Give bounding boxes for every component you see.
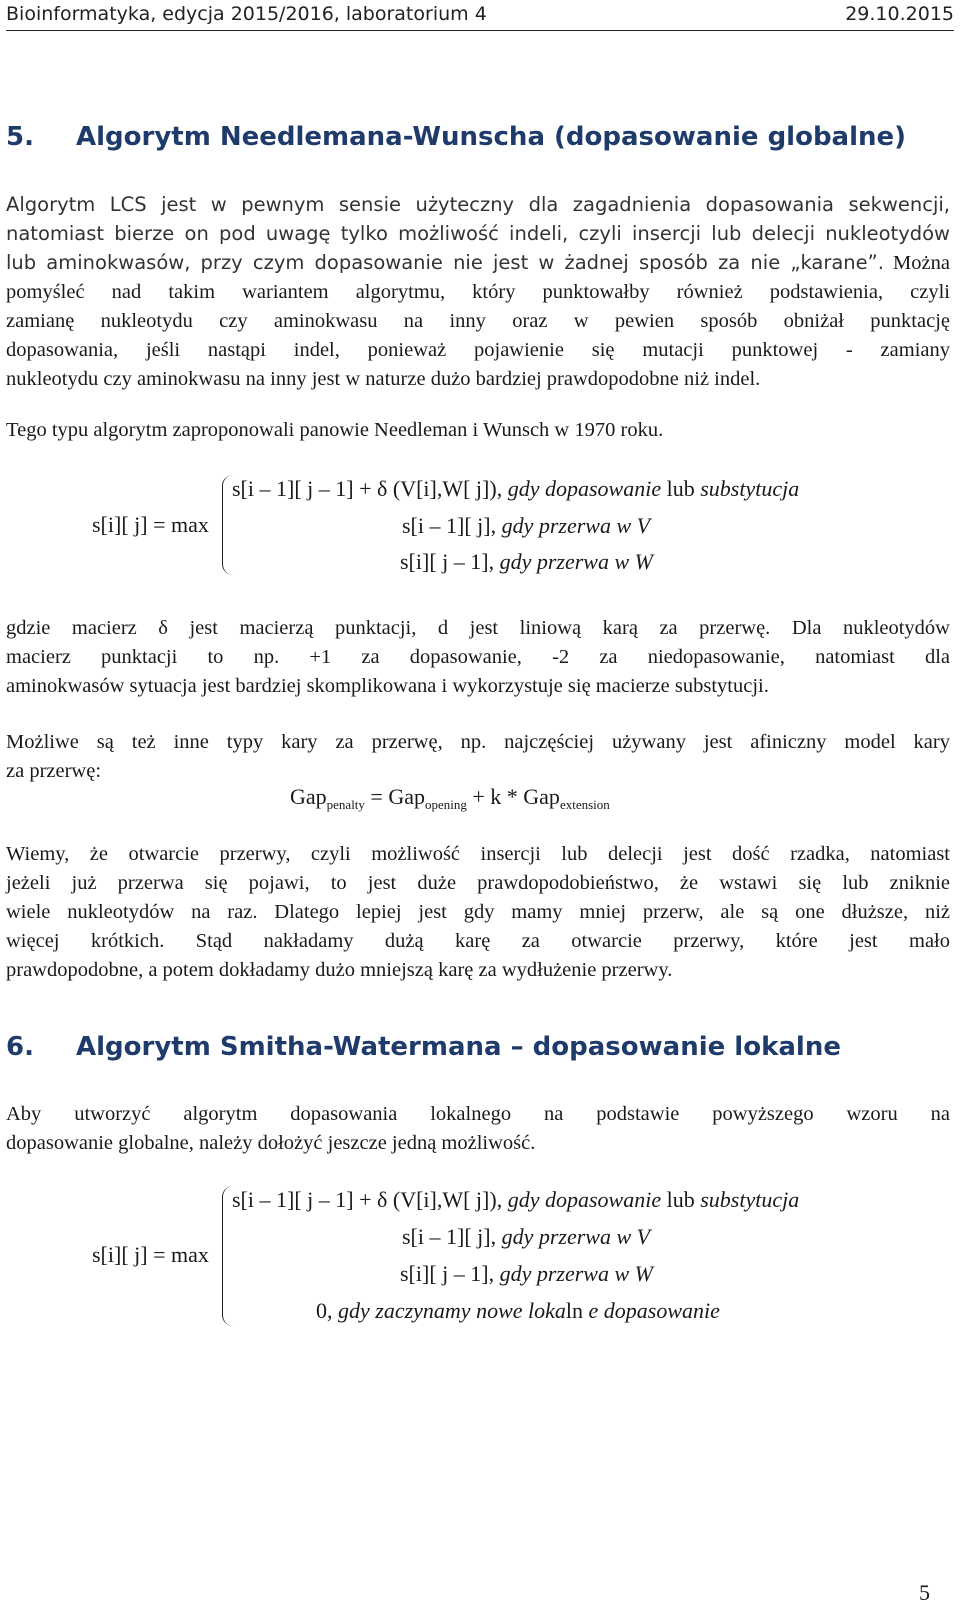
- gap-penalty-formula: [290, 784, 610, 813]
- formula2-row2-math: s[i – 1][ j],: [402, 1224, 497, 1249]
- formula1-row3-text: gdy przerwa w W: [494, 549, 653, 574]
- formula1-row1-text: gdy dopasowanie: [502, 476, 667, 501]
- formula2-row1: [232, 1187, 799, 1213]
- section-6-title: Algorytm Smitha-Watermana – dopasowanie lokalne: [76, 1032, 841, 1062]
- section-6-number: 6.: [6, 1032, 34, 1062]
- page-number: 5: [919, 1580, 930, 1605]
- gap-penalty-sub: penalty: [326, 797, 365, 812]
- gap-opening-sub: opening: [424, 797, 467, 812]
- section-6-heading: [6, 1032, 841, 1062]
- section-5-number: 5.: [6, 122, 34, 152]
- formula1-row3-math: s[i][ j – 1],: [400, 549, 495, 574]
- paragraph-scoring-matrix: [6, 614, 950, 701]
- para1-line2: natomiast bierze on pod uwagę tylko możliwość indeli, czyli insercji lub delecji nukleotydów: [6, 222, 950, 245]
- gap-extension-sub: extension: [559, 797, 610, 812]
- formula1-row2-text: gdy przerwa w V: [496, 513, 651, 538]
- formula2-row4-end: e dopasowanie: [583, 1298, 720, 1323]
- gap-plus-term: + k * Gap: [466, 784, 560, 809]
- para3-line1: gdzie macierz δ jest macierzą punktacji, d jest liniową karą za przerwę. Dla nukleotydów: [6, 617, 950, 639]
- para2-text: Tego typu algorytm zaproponowali panowie Needleman i Wunsch w 1970 roku.: [6, 419, 664, 441]
- formula2-row4-text: gdy zaczynamy nowe loka: [332, 1298, 566, 1323]
- paragraph-needleman-wunsch: [6, 416, 950, 445]
- formula1-lhs: s[i][ j] = max: [92, 512, 209, 537]
- para4-line1: Możliwe są też inne typy kary za przerwę, np. najczęściej używany jest afiniczny model kary: [6, 731, 950, 753]
- para1-line4: pomyśleć nad takim wariantem algorytmu, który punktowałby również podstawienia, czyli: [6, 281, 950, 303]
- paragraph-affine-gap: [6, 840, 950, 985]
- para1-line6: dopasowania, jeśli nastąpi indel, ponieważ pojawienie się mutacji punktowej - zamiany: [6, 339, 950, 361]
- paragraph-gap-models: [6, 728, 950, 786]
- para5-line3: wiele nukleotydów na raz. Dlatego lepiej jest gdy mamy mniej przerw, ale są one dłuższe, niż: [6, 901, 950, 923]
- paragraph-intro: [6, 190, 950, 394]
- section-5-heading: [6, 122, 906, 152]
- formula1-row3: [400, 549, 653, 575]
- header-date: 29.10.2015: [845, 3, 954, 25]
- formula2-row3: [400, 1261, 653, 1287]
- formula1-row1-end: substytucja: [694, 476, 800, 501]
- formula2-row3-math: s[i][ j – 1],: [400, 1261, 495, 1286]
- formula2-row1-lub: lub: [666, 1187, 695, 1212]
- para1-line3-sans: lub aminokwasów, przy czym dopasowanie nie jest w żadnej sposób za nie „karane”.: [6, 251, 884, 274]
- para1-line1: Algorytm LCS jest w pewnym sensie użyteczny dla zagadnienia dopasowania sekwencji,: [6, 193, 950, 216]
- gap-equals-term: = Gap: [364, 784, 425, 809]
- para6-line1: Aby utworzyć algorytm dopasowania lokalnego na podstawie powyższego wzoru na: [6, 1103, 950, 1125]
- para5-line2: jeżeli już przerwa się pojawi, to jest duże prawdopodobieństwo, że wstawi się lub zniknie: [6, 872, 950, 894]
- para1-line3-serif: Można: [883, 252, 950, 274]
- para5-line5: prawdopodobne, a potem dokładamy dużo mniejszą karę za wydłużenie przerwy.: [6, 959, 673, 981]
- para1-line3: [6, 248, 950, 278]
- formula1-row1: [232, 476, 799, 502]
- para5-line4: więcej krótkich. Stąd nakładamy dużą karę za otwarcie przerwy, które jest mało: [6, 930, 950, 952]
- formula2-row2-text: gdy przerwa w V: [496, 1224, 651, 1249]
- formula1-row1-lub: lub: [666, 476, 695, 501]
- formula2-row4: [316, 1298, 720, 1324]
- formula2-row2: [402, 1224, 650, 1250]
- formula2-row4-math: 0,: [316, 1298, 333, 1323]
- formula2-row3-text: gdy przerwa w W: [494, 1261, 653, 1286]
- gap-term: Gap: [290, 784, 327, 809]
- formula2-row1-text: gdy dopasowanie: [502, 1187, 667, 1212]
- formula2-lhs: s[i][ j] = max: [92, 1242, 209, 1267]
- formula1-row1-math: s[i – 1][ j – 1] + δ (V[i],W[ j]),: [232, 476, 503, 501]
- formula1-row2: [402, 513, 650, 539]
- para3-line3: aminokwasów sytuacja jest bardziej skomplikowana i wykorzystuje się macierze substytucji.: [6, 675, 769, 697]
- para4-line2: za przerwę:: [6, 760, 102, 782]
- para6-line2: dopasowanie globalne, należy dołożyć jeszcze jedną możliwość.: [6, 1132, 536, 1154]
- para3-line2: macierz punktacji to np. +1 za dopasowanie, -2 za niedopasowanie, natomiast dla: [6, 646, 950, 668]
- formula2-row4-ln: ln: [565, 1298, 584, 1323]
- para1-line5: zamianę nukleotydu czy aminokwasu na inny oraz w pewien sposób obniżał punktację: [6, 310, 950, 332]
- formula2-row1-end: substytucja: [694, 1187, 800, 1212]
- running-header: [6, 0, 954, 31]
- section-5-title: Algorytm Needlemana-Wunscha (dopasowanie globalne): [76, 122, 907, 152]
- header-course: Bioinformatyka, edycja 2015/2016, laboratorium 4: [6, 3, 487, 25]
- formula2-row1-math: s[i – 1][ j – 1] + δ (V[i],W[ j]),: [232, 1187, 503, 1212]
- formula1-row2-math: s[i – 1][ j],: [402, 513, 497, 538]
- para1-line7: nukleotydu czy aminokwasu na inny jest w naturze dużo bardziej prawdopodobne niż indel.: [6, 368, 761, 390]
- para5-line1: Wiemy, że otwarcie przerwy, czyli możliwość insercji lub delecji jest dość rzadka, natomiast: [6, 843, 950, 865]
- paragraph-local-alignment: [6, 1100, 950, 1158]
